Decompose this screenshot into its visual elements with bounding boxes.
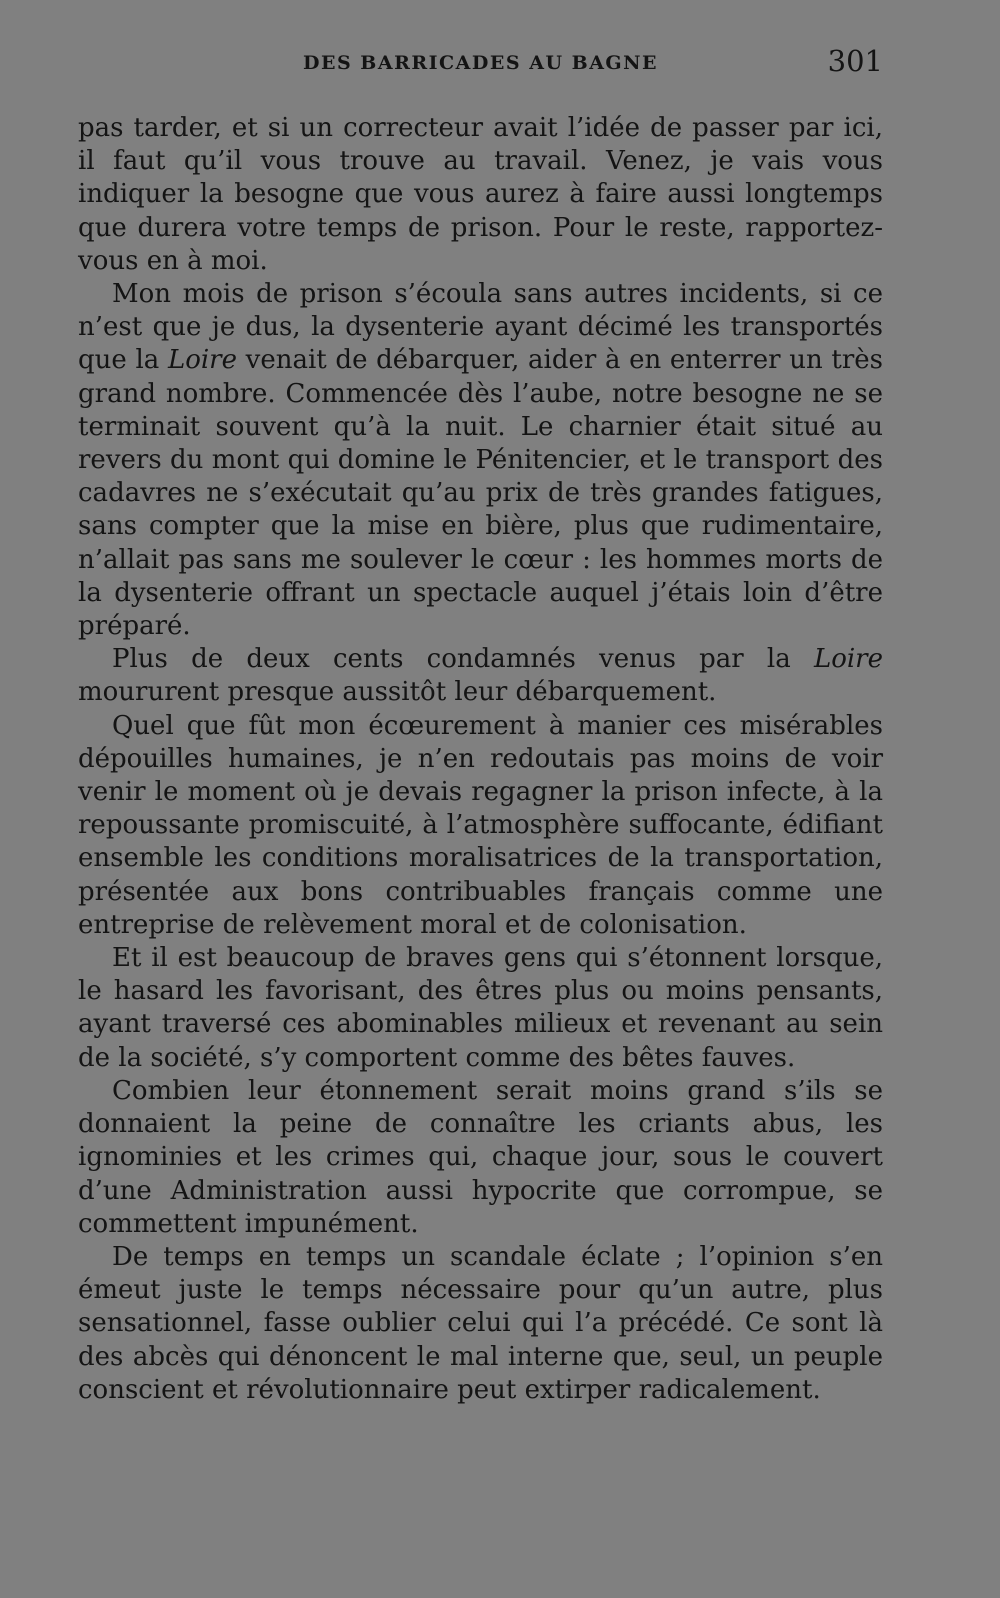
running-title: DES BARRICADES AU BAGNE bbox=[302, 52, 659, 74]
text-run: moururent presque aussitôt leur débarquement. bbox=[78, 677, 717, 708]
italic-ship-name: Loire bbox=[813, 644, 883, 675]
text-run: Quel que fût mon écœurement à manier ces misérables dépouilles humaines, je n’en redoutais pas moins de voir venir le moment où je devais regagner la prison infecte, à la repoussante promiscuité, à l’atmosphère suffocante, édifiant ensemble les conditions moralisatrices de la transportation, présentée aux bons contribuables français comme une entreprise de relèvement moral et de colonisation. bbox=[78, 710, 883, 940]
text-run: De temps en temps un scandale éclate ; l’opinion s’en émeut juste le temps nécessaire pour qu’un autre, plus sensationnel, fasse oublier celui qui l’a précédé. Ce sont là des abcès qui dénoncent le mal interne que, seul, un peuple conscient et révolutionnaire peut extirper radicalement. bbox=[78, 1241, 883, 1405]
running-head bbox=[78, 44, 883, 84]
text-run: Mon mois de prison s’écoula sans autres incidents, si ce n’est que je dus, la dysenterie ayant décimé les transportés que la bbox=[78, 279, 883, 376]
text-run: venait de débarquer, aider à en enterrer un très grand nombre. Commencée dès l’aube, notre besogne ne se terminait souvent qu’à la nuit. Le charnier était situé au revers du mont qui domine le Pénitencier, et le transport des cadavres ne s’exécutait qu’au prix de très grandes fatigues, sans compter que la mise en bière, plus que rudimentaire, n’allait pas sans me soulever le cœur : les hommes morts de la dysenterie offrant un spectacle auquel j’étais loin d’être préparé. bbox=[78, 345, 884, 642]
paragraph bbox=[78, 942, 883, 1075]
paragraph bbox=[78, 112, 883, 278]
paragraph bbox=[78, 643, 883, 709]
paragraph bbox=[78, 278, 883, 643]
text-run: Et il est beaucoup de braves gens qui s’étonnent lorsque, le hasard les favorisant, des êtres plus ou moins pensants, ayant traversé ces abominables milieux et revenant au sein de la société, s’y comportent comme des bêtes fauves. bbox=[78, 943, 883, 1073]
page-number: 301 bbox=[827, 44, 883, 78]
paragraph bbox=[78, 1241, 883, 1407]
text-run: Combien leur étonnement serait moins grand s’ils se donnaient la peine de connaître les criants abus, les ignominies et les crimes qui, chaque jour, sous le couvert d’une Administration aussi hypocrite que corrompue, se commettent impunément. bbox=[78, 1075, 883, 1239]
italic-ship-name: Loire bbox=[167, 345, 237, 376]
paragraph bbox=[78, 1075, 883, 1241]
text-run: pas tarder, et si un correcteur avait l’idée de passer par ici, il faut qu’il vous trouve au travail. Venez, je vais vous indiquer la besogne que vous aurez à faire aussi longtemps que durera votre temps de prison. Pour le reste, rapportez-vous en à moi. bbox=[78, 113, 883, 276]
text-run: Plus de deux cents condamnés venus par la bbox=[112, 644, 814, 675]
body-text bbox=[78, 112, 883, 1407]
paragraph bbox=[78, 710, 883, 942]
